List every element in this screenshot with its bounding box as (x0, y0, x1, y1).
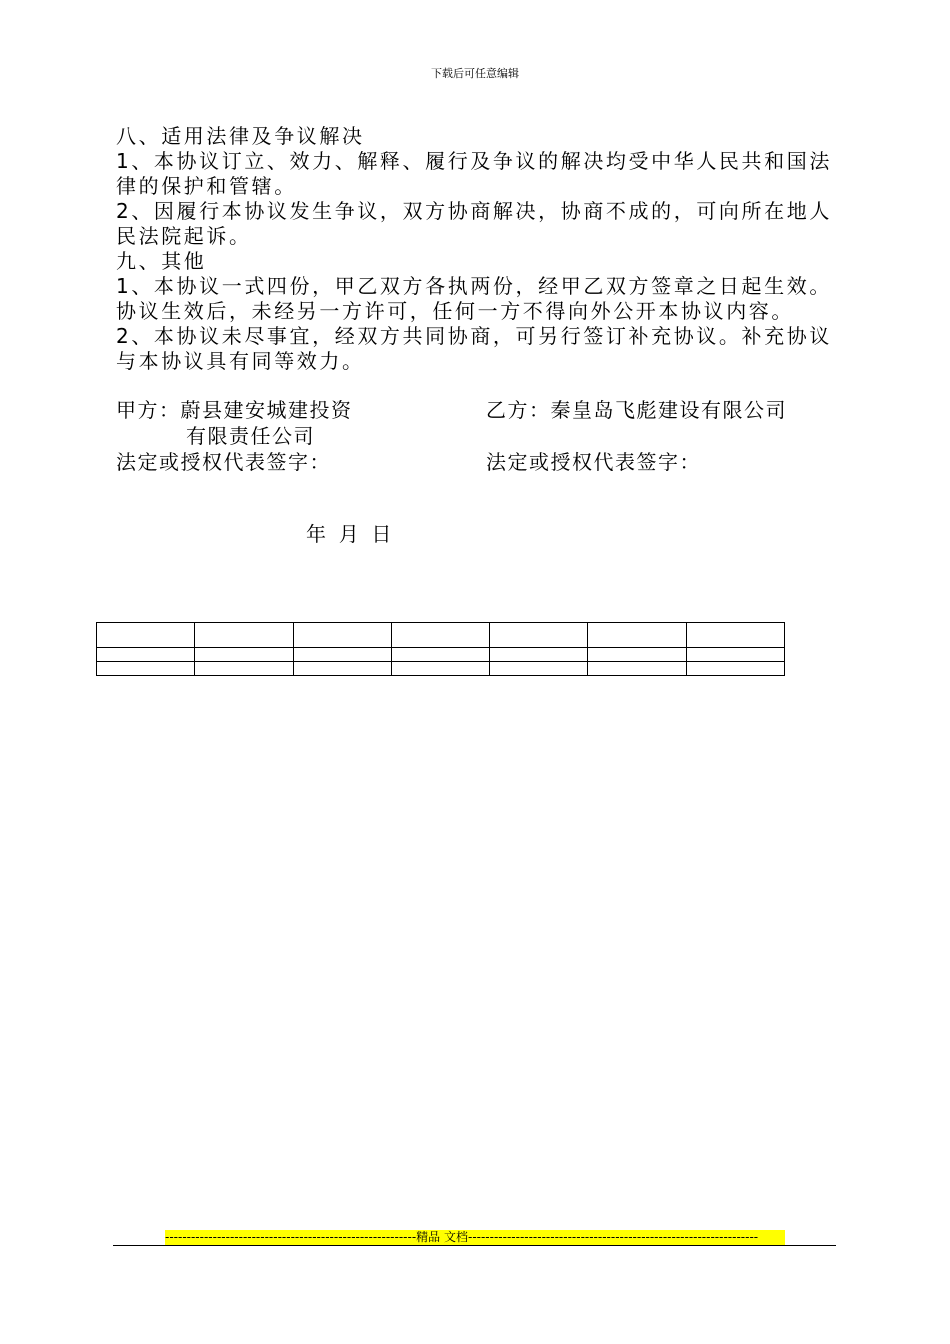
table-row (97, 623, 785, 648)
section-heading-8: 八、适用法律及争议解决 (116, 124, 365, 148)
table-cell (588, 662, 686, 676)
table-cell (490, 648, 588, 662)
blank-table (96, 622, 785, 676)
footer-dashes-left: ---------------------------------------------------------- (165, 1230, 417, 1244)
table-cell (195, 662, 293, 676)
party-b-representative: 法定或授权代表签字： (486, 450, 701, 474)
page-footer-band (165, 1230, 785, 1245)
clause-9-2: 2、本协议未尽事宜，经双方共同协商，可另行签订补充协议。补充协议与本协议具有同等效力。 (116, 324, 832, 373)
party-a-name: 甲方：蔚县建安城建投资 (116, 398, 353, 422)
footer-rule (113, 1245, 836, 1246)
section-heading-9: 九、其他 (116, 249, 207, 273)
table-cell (293, 623, 391, 648)
table-cell (391, 623, 489, 648)
table-cell (97, 662, 195, 676)
table-cell (391, 662, 489, 676)
party-a-name-line2: 有限责任公司 (186, 424, 315, 448)
table-cell (686, 662, 784, 676)
table-cell (490, 623, 588, 648)
page-header: 下载后可任意编辑 (431, 67, 519, 80)
clause-8-1: 1、本协议订立、效力、解释、履行及争议的解决均受中华人民共和国法律的保护和管辖。 (116, 149, 832, 198)
table-cell (391, 648, 489, 662)
footer-label: 精品 文档 (416, 1230, 468, 1244)
clause-9-1: 1、本协议一式四份，甲乙双方各执两份，经甲乙双方签章之日起生效。协议生效后，未经另一方许可，任何一方不得向外公开本协议内容。 (116, 274, 832, 323)
party-a-representative: 法定或授权代表签字： (116, 450, 331, 474)
footer-dashes-right: ------------------------------------------------------------------- (467, 1230, 759, 1244)
table-cell (195, 648, 293, 662)
table-cell (97, 623, 195, 648)
table-cell (293, 648, 391, 662)
table-cell (588, 623, 686, 648)
clause-8-2: 2、因履行本协议发生争议，双方协商解决，协商不成的，可向所在地人民法院起诉。 (116, 199, 832, 248)
table-cell (195, 623, 293, 648)
table-row (97, 648, 785, 662)
table-cell (97, 648, 195, 662)
party-b-name: 乙方：秦皇岛飞彪建设有限公司 (486, 398, 787, 422)
table-cell (293, 662, 391, 676)
table-cell (490, 662, 588, 676)
table-cell (686, 623, 784, 648)
signing-date: 年 月 日 (306, 522, 392, 546)
table-cell (686, 648, 784, 662)
document-body (116, 124, 838, 374)
table-row (97, 662, 785, 676)
table-cell (588, 648, 686, 662)
